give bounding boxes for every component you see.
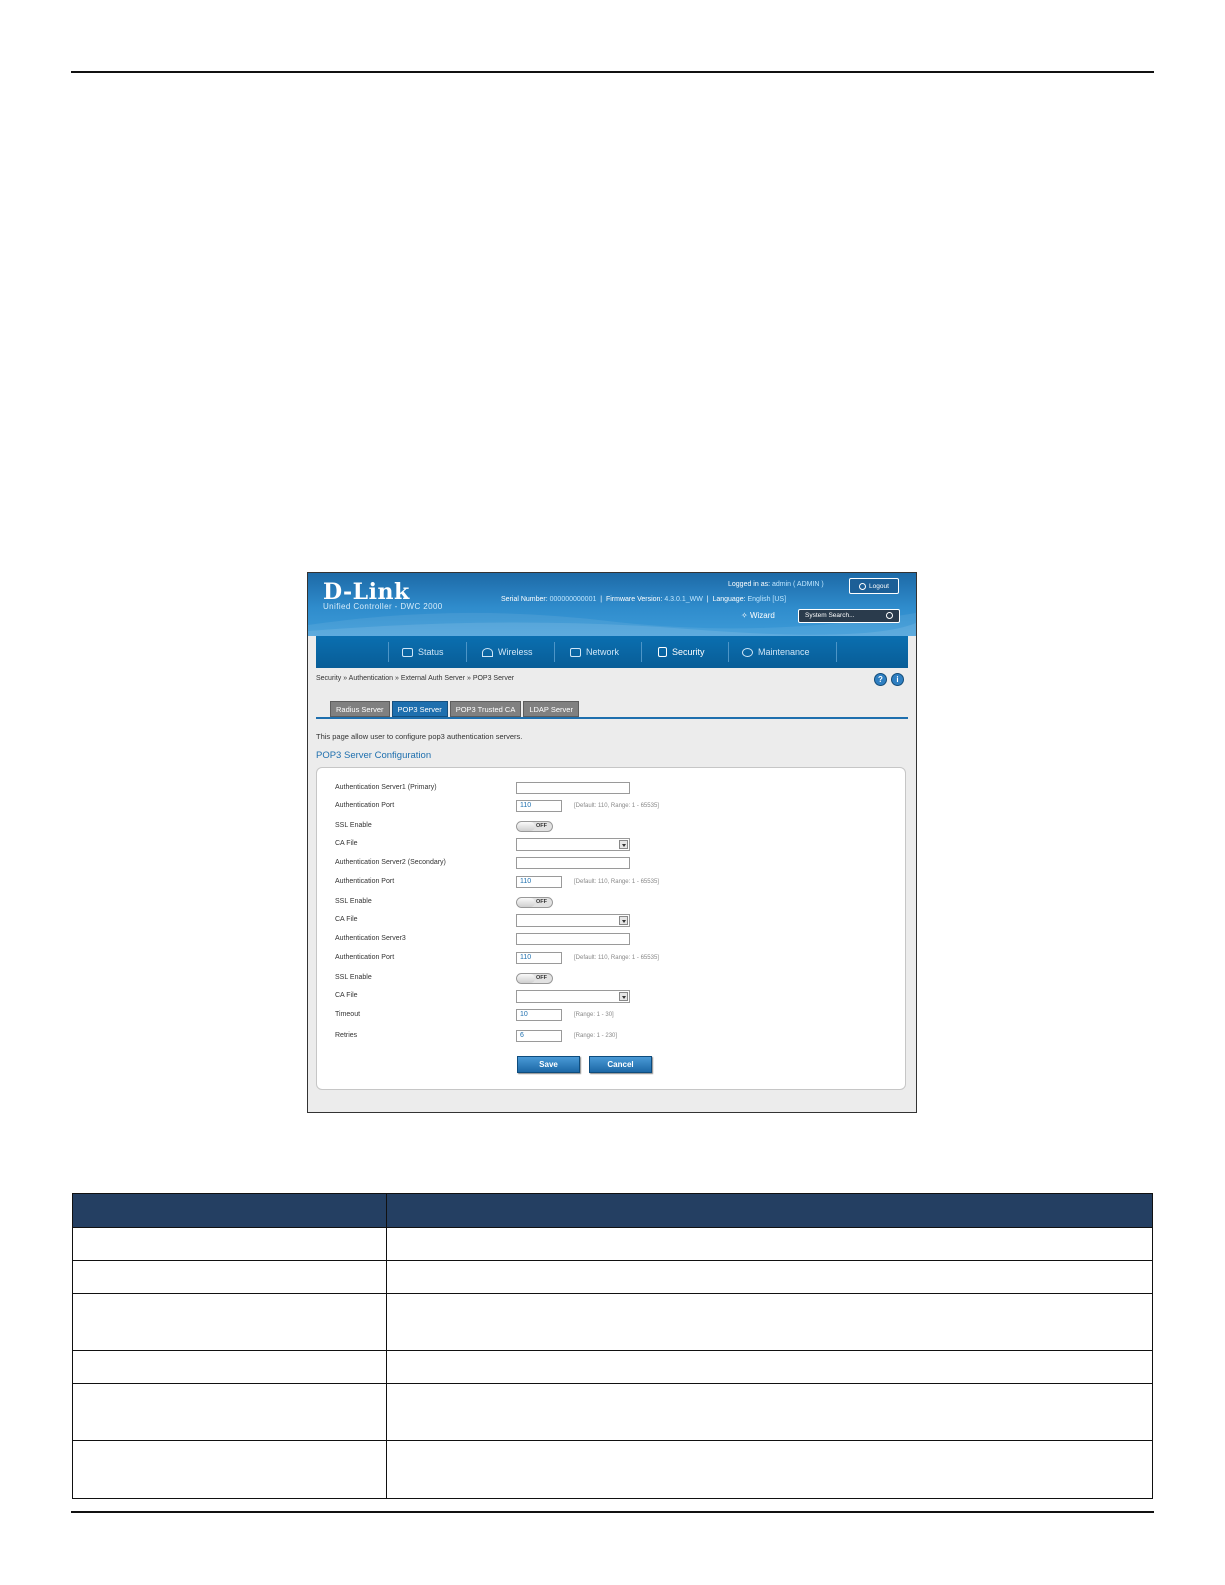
- ssl1-toggle[interactable]: [516, 821, 553, 832]
- ssl1-state: OFF: [536, 823, 547, 829]
- tab-bar: [330, 701, 579, 717]
- logout-label: Logout: [869, 582, 889, 590]
- screenshot: [307, 572, 917, 1113]
- form-row: [317, 857, 907, 871]
- table-cell: [73, 1294, 387, 1351]
- product-name: Unified Controller - DWC 2000: [323, 602, 443, 611]
- table-row: [73, 1441, 1153, 1499]
- table-row: [73, 1228, 1153, 1261]
- wand-icon: ✧: [741, 611, 748, 620]
- ssl2-state: OFF: [536, 899, 547, 905]
- search-icon[interactable]: [886, 612, 893, 619]
- ca1-select[interactable]: [516, 838, 630, 851]
- ca1-label: CA File: [335, 840, 358, 847]
- table-row: [73, 1261, 1153, 1294]
- cancel-button[interactable]: Cancel: [589, 1056, 652, 1073]
- form-row: [317, 1009, 907, 1023]
- port3-hint: [Default: 110, Range: 1 - 65535]: [574, 955, 659, 961]
- logged-in-user: admin ( ADMIN ): [772, 581, 824, 588]
- server3-label: Authentication Server3: [335, 935, 406, 942]
- firmware-label: Firmware Version:: [605, 596, 663, 603]
- port2-label: Authentication Port: [335, 878, 395, 885]
- table-cell: [387, 1441, 1153, 1499]
- serial-value: 000000000001: [549, 596, 597, 603]
- port1-hint: [Default: 110, Range: 1 - 65535]: [574, 803, 659, 809]
- serial-label: Serial Number:: [501, 596, 548, 603]
- ssl1-label: SSL Enable: [335, 822, 372, 829]
- port3-label: Authentication Port: [335, 954, 395, 961]
- table-row: [73, 1294, 1153, 1351]
- nav-item-wireless[interactable]: [482, 636, 533, 668]
- nav-item-security[interactable]: [658, 636, 705, 668]
- config-panel: [316, 767, 906, 1090]
- app-header: [308, 573, 916, 636]
- firmware-value: 4.3.0.1_WW: [664, 596, 703, 603]
- retries-hint: [Range: 1 - 230]: [574, 1033, 618, 1039]
- nav-label: Status: [418, 647, 444, 657]
- logged-in-label: Logged in as:: [728, 581, 771, 588]
- language-value[interactable]: English [US]: [747, 596, 787, 603]
- nav-separator: [388, 642, 389, 662]
- logout-button[interactable]: [849, 578, 899, 594]
- timeout-hint: [Range: 1 - 30]: [574, 1012, 614, 1018]
- server1-input[interactable]: [516, 782, 630, 794]
- server1-label: Authentication Server1 (Primary): [335, 784, 437, 791]
- form-row: [317, 876, 907, 890]
- ssl3-label: SSL Enable: [335, 974, 372, 981]
- nav-label: Maintenance: [758, 647, 810, 657]
- form-row: [317, 933, 907, 947]
- chevron-down-icon: [619, 992, 628, 1001]
- nav-label: Security: [672, 647, 705, 657]
- help-icons: [874, 673, 904, 686]
- tab-ldap-server[interactable]: LDAP Server: [523, 701, 579, 717]
- nav-separator: [836, 642, 837, 662]
- port2-input[interactable]: 110: [516, 876, 562, 888]
- nav-separator: [554, 642, 555, 662]
- form-row: [317, 972, 907, 986]
- table-row: [73, 1384, 1153, 1441]
- form-row: [317, 1030, 907, 1044]
- table-cell: [73, 1228, 387, 1261]
- tab-radius-server[interactable]: Radius Server: [330, 701, 390, 717]
- ssl3-state: OFF: [536, 975, 547, 981]
- ca2-select[interactable]: [516, 914, 630, 927]
- ca3-label: CA File: [335, 992, 358, 999]
- ca2-label: CA File: [335, 916, 358, 923]
- nav-label: Wireless: [498, 647, 533, 657]
- table-header-cell: [73, 1194, 387, 1228]
- port2-hint: [Default: 110, Range: 1 - 65535]: [574, 879, 659, 885]
- save-button[interactable]: Save: [517, 1056, 580, 1073]
- tab-pop3-trusted-ca[interactable]: POP3 Trusted CA: [450, 701, 522, 717]
- lock-icon: [658, 647, 667, 657]
- server2-input[interactable]: [516, 857, 630, 869]
- nav-item-status[interactable]: [402, 636, 444, 668]
- nav-label: Network: [586, 647, 620, 657]
- search-placeholder: System Search...: [805, 612, 855, 619]
- chevron-down-icon: [619, 840, 628, 849]
- form-row: [317, 952, 907, 966]
- table-cell: [73, 1261, 387, 1294]
- form-row: [317, 800, 907, 814]
- ssl2-label: SSL Enable: [335, 898, 372, 905]
- timeout-input[interactable]: 10: [516, 1009, 562, 1021]
- form-row: [317, 782, 907, 796]
- table-row: [73, 1351, 1153, 1384]
- port3-input[interactable]: 110: [516, 952, 562, 964]
- tab-pop3-server[interactable]: POP3 Server: [392, 701, 448, 717]
- breadcrumb: Security » Authentication » External Auth Server » POP3 Server: [316, 675, 515, 682]
- table-cell: [387, 1384, 1153, 1441]
- nav-item-maintenance[interactable]: [742, 636, 810, 668]
- field-description-table: [72, 1193, 1153, 1499]
- chevron-down-icon: [619, 916, 628, 925]
- table-header-cell: [387, 1194, 1153, 1228]
- bottom-rule: [71, 1511, 1154, 1513]
- retries-input[interactable]: 6: [516, 1030, 562, 1042]
- language-label: Language:: [712, 596, 746, 603]
- help-icon[interactable]: ?: [874, 673, 887, 686]
- table-cell: [73, 1384, 387, 1441]
- table-cell: [73, 1351, 387, 1384]
- server2-label: Authentication Server2 (Secondary): [335, 859, 446, 866]
- tab-underline: [316, 717, 908, 719]
- device-info: Serial Number: 000000000001 | Firmware Version: 4.3.0.1_WW | Language: English [US]: [501, 596, 787, 603]
- gauge-icon: [402, 648, 413, 657]
- wifi-icon: [482, 648, 493, 657]
- nav-separator: [466, 642, 467, 662]
- top-rule: [71, 71, 1154, 73]
- table-cell: [387, 1261, 1153, 1294]
- form-row: [317, 838, 907, 852]
- page-description: This page allow user to configure pop3 authentication servers.: [316, 732, 523, 741]
- table-cell: [387, 1228, 1153, 1261]
- server3-input[interactable]: [516, 933, 630, 945]
- table-header-row: [73, 1194, 1153, 1228]
- form-row: [317, 820, 907, 834]
- port1-input[interactable]: 110: [516, 800, 562, 812]
- monitor-icon: [570, 648, 581, 657]
- power-icon: [859, 583, 866, 590]
- nav-separator: [641, 642, 642, 662]
- main-nav: [316, 636, 908, 668]
- wizard-label: Wizard: [749, 611, 775, 620]
- system-search-input[interactable]: [798, 609, 900, 623]
- nav-separator: [728, 642, 729, 662]
- logged-in-info: [728, 581, 824, 588]
- form-row: [317, 990, 907, 1004]
- table-cell: [387, 1351, 1153, 1384]
- ca3-select[interactable]: [516, 990, 630, 1003]
- nav-item-network[interactable]: [570, 636, 619, 668]
- table-cell: [73, 1441, 387, 1499]
- port1-label: Authentication Port: [335, 802, 395, 809]
- table-cell: [387, 1294, 1153, 1351]
- ssl2-toggle[interactable]: [516, 897, 553, 908]
- ssl3-toggle[interactable]: [516, 973, 553, 984]
- timeout-label: Timeout: [335, 1011, 361, 1018]
- form-row: [317, 914, 907, 928]
- form-row: [317, 896, 907, 910]
- gears-icon: [742, 648, 753, 657]
- dlink-logo: D-Link: [323, 579, 410, 605]
- info-icon[interactable]: i: [891, 673, 904, 686]
- retries-label: Retries: [335, 1032, 358, 1039]
- wizard-link[interactable]: [741, 611, 775, 620]
- config-title: POP3 Server Configuration: [316, 750, 432, 761]
